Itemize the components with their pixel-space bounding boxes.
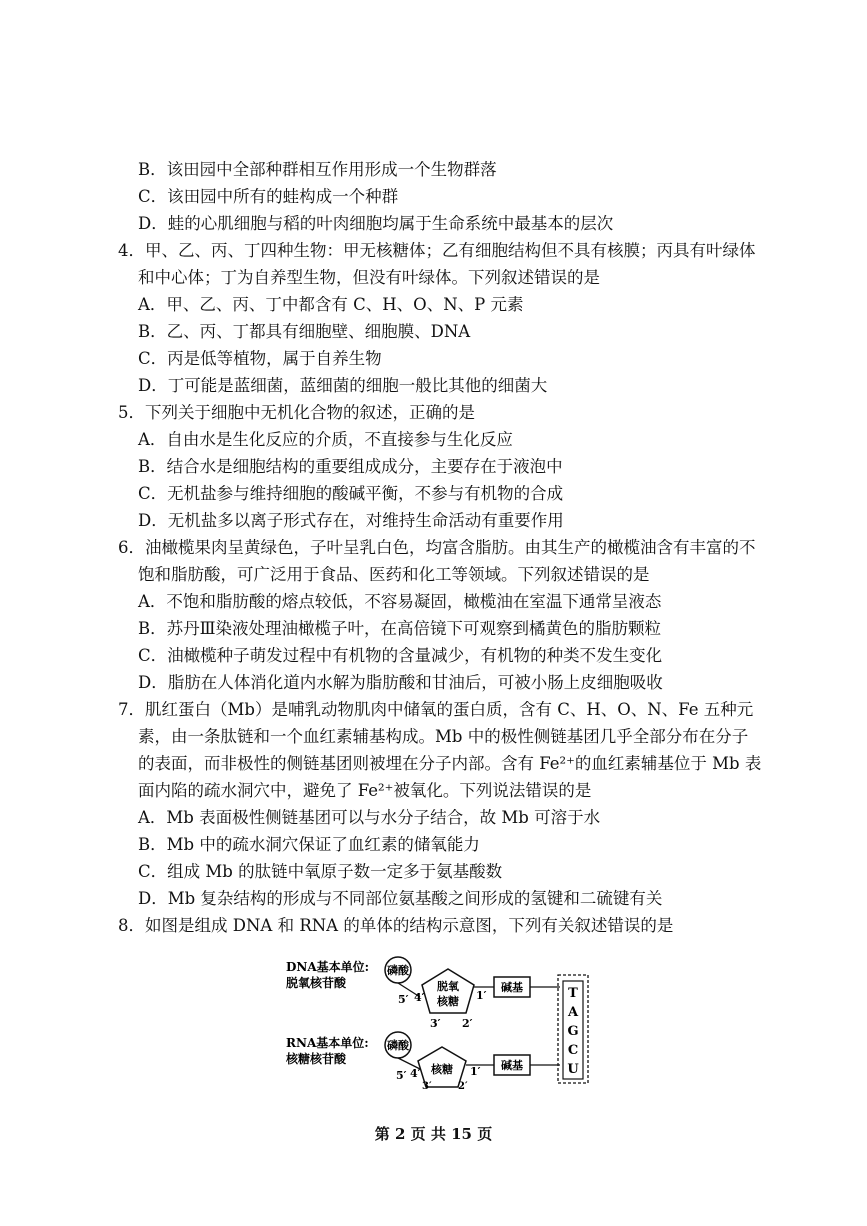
dna-c2: 2′: [462, 1017, 473, 1030]
page-number: 第 2 页 共 15 页: [374, 1125, 493, 1143]
answer-option: C．该田园中所有的蛙构成一个种群: [138, 187, 399, 206]
answer-option: C．无机盐参与维持细胞的酸碱平衡，不参与有机物的合成: [138, 484, 564, 503]
question-stem: 4．甲、乙、丙、丁四种生物：甲无核糖体；乙有细胞结构但不具有核膜；丙具有叶绿体: [118, 241, 756, 260]
question-text: [118, 156, 762, 939]
question-stem: 7．肌红蛋白（Mb）是哺乳动物肌肉中储氧的蛋白质，含有 C、H、O、N、Fe 五种元: [118, 700, 754, 719]
dna-c1: 1′: [476, 989, 487, 1002]
question-stem: 6．油橄榄果肉呈黄绿色，子叶呈乳白色，均富含脂肪。由其生产的橄榄油含有丰富的不: [118, 538, 756, 557]
dna-c3: 3′: [430, 1017, 441, 1030]
answer-option: B．结合水是细胞结构的重要组成成分，主要存在于液泡中: [138, 457, 563, 476]
rna-c1: 1′: [470, 1065, 481, 1078]
rna-phosphate-label: 磷酸: [387, 1039, 409, 1052]
answer-option: A．Mb 表面极性侧链基团可以与水分子结合，故 Mb 可溶于水: [138, 808, 601, 827]
answer-option: D．无机盐多以离子形式存在，对维持生命活动有重要作用: [138, 511, 564, 530]
answer-option: B．乙、丙、丁都具有细胞壁、细胞膜、DNA: [138, 322, 471, 341]
base-letter: T: [568, 986, 578, 1001]
question-stem: 5．下列关于细胞中无机化合物的叙述，正确的是: [118, 403, 475, 422]
question-stem-continued: 和中心体；丁为自养型生物，但没有叶绿体。下列叙述错误的是: [138, 268, 600, 287]
answer-option: A．不饱和脂肪酸的熔点较低，不容易凝固，橄榄油在室温下通常呈液态: [138, 592, 662, 611]
text-lines: [118, 156, 762, 939]
base-letter: U: [567, 1062, 579, 1077]
base-letters: [567, 986, 579, 1077]
answer-option: B．该田园中全部种群相互作用形成一个生物群落: [138, 160, 497, 179]
rna-c5: 5′: [396, 1069, 407, 1082]
answer-option: C．丙是低等植物，属于自养生物: [138, 349, 382, 368]
dna-label-1: DNA基本单位:: [286, 960, 370, 974]
nucleotide-diagram: [282, 955, 602, 1090]
dna-sugar-label-1: 脱氧: [437, 980, 459, 993]
rna-c2: 2′: [458, 1081, 468, 1090]
answer-option: C．组成 Mb 的肽链中氧原子数一定多于氨基酸数: [138, 862, 503, 881]
answer-option: B．苏丹Ⅲ染液处理油橄榄子叶，在高倍镜下可观察到橘黄色的脂肪颗粒: [138, 619, 662, 638]
dna-sugar-label-2: 核糖: [437, 995, 459, 1008]
dna-c4: 4′: [414, 991, 425, 1004]
question-stem: 8．如图是组成 DNA 和 RNA 的单体的结构示意图，下列有关叙述错误的是: [118, 916, 674, 935]
dna-c5: 5′: [398, 993, 409, 1006]
base-letter: A: [567, 1005, 579, 1020]
rna-c3: 3′: [422, 1081, 432, 1090]
answer-option: A．自由水是生化反应的介质，不直接参与生化反应: [138, 430, 513, 449]
answer-option: C．油橄榄种子萌发过程中有机物的含量减少，有机物的种类不发生变化: [138, 646, 663, 665]
answer-option: D．丁可能是蓝细菌，蓝细菌的细胞一般比其他的细菌大: [138, 376, 548, 395]
rna-sugar-label: 核糖: [431, 1063, 453, 1076]
question-stem-continued: 素，由一条肽链和一个血红素辅基构成。Mb 中的极性侧链基团几乎全部分布在分子: [138, 727, 749, 746]
dna-phosphate-label: 磷酸: [387, 964, 409, 977]
base-letter: C: [567, 1043, 579, 1058]
rna-c4: 4′: [410, 1067, 421, 1080]
dna-base-label: 碱基: [501, 981, 523, 994]
answer-option: D．Mb 复杂结构的形成与不同部位氨基酸之间形成的氢键和二硫键有关: [138, 889, 663, 908]
dna-label-2: 脱氧核苷酸: [286, 976, 347, 990]
answer-option: B．Mb 中的疏水洞穴保证了血红素的储氧能力: [138, 835, 480, 854]
answer-option: A．甲、乙、丙、丁中都含有 C、H、O、N、P 元素: [138, 295, 524, 314]
question-stem-continued: 饱和脂肪酸，可广泛用于食品、医药和化工等领域。下列叙述错误的是: [138, 565, 650, 584]
answer-option: D．脂肪在人体消化道内水解为脂肪酸和甘油后，可被小肠上皮细胞吸收: [138, 673, 663, 692]
rna-base-label: 碱基: [501, 1059, 523, 1072]
question-stem-continued: 的表面，而非极性的侧链基团则被埋在分子内部。含有 Fe²⁺的血红素辅基位于 Mb 表: [138, 754, 762, 773]
base-letter: G: [567, 1024, 579, 1039]
rna-label-1: RNA基本单位:: [286, 1036, 369, 1050]
answer-option: D．蛙的心肌细胞与稻的叶肉细胞均属于生命系统中最基本的层次: [138, 214, 614, 233]
question-stem-continued: 面内陷的疏水洞穴中，避免了 Fe²⁺被氧化。下列说法错误的是: [138, 781, 592, 800]
rna-label-2: 核糖核苷酸: [286, 1052, 347, 1066]
